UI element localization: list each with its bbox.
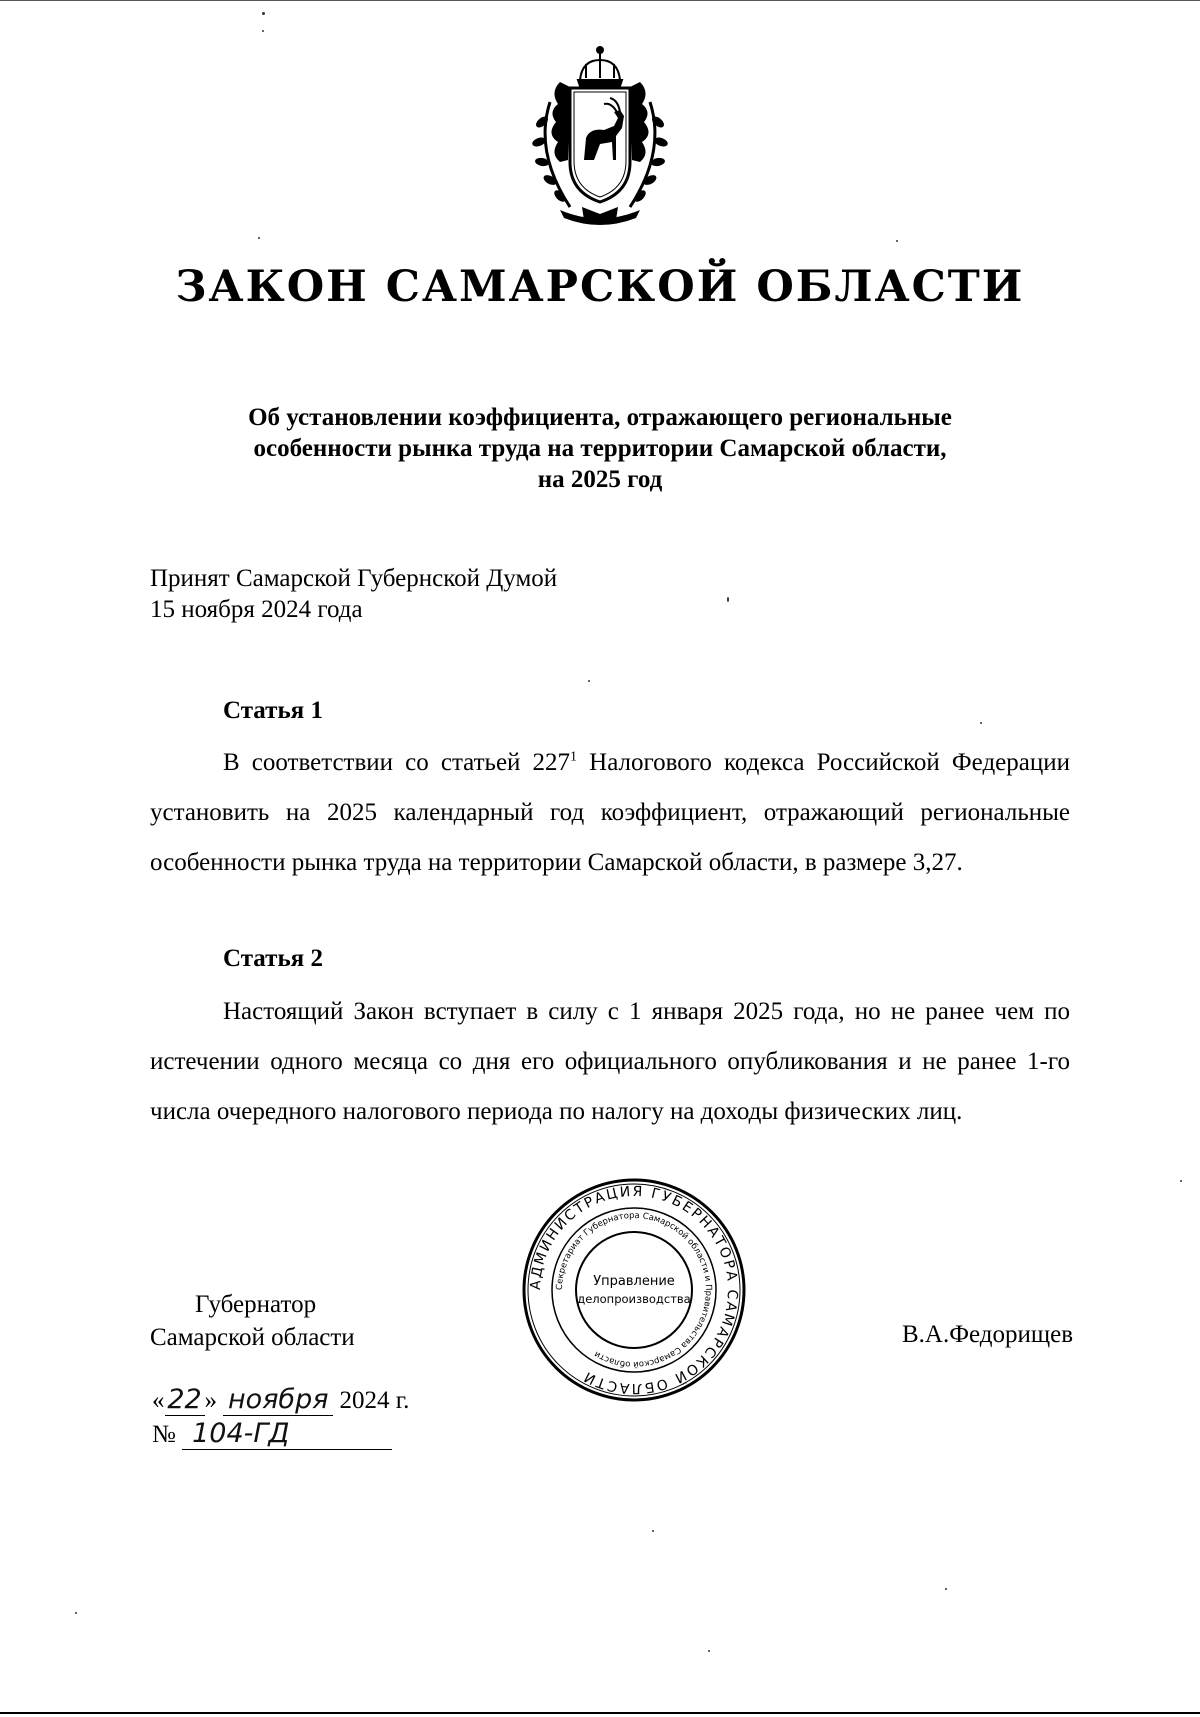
scan-speck — [262, 12, 265, 15]
date-open-quote: « — [152, 1387, 165, 1414]
date-year: 2024 г. — [339, 1387, 410, 1414]
seal-outer-text: АДМИНИСТРАЦИЯ ГУБЕРНАТОРА САМАРСКОЙ ОБЛАСТИ — [527, 1183, 741, 1397]
adoption-date: 15 ноября 2024 года — [150, 596, 363, 623]
scan-speck — [708, 1650, 710, 1652]
scan-speck — [945, 1588, 947, 1590]
date-day-handwritten: 22 — [165, 1384, 205, 1416]
scan-bottom-edge — [0, 1712, 1200, 1714]
scan-speck — [980, 722, 982, 724]
adopted-by: Принят Самарской Губернской Думой — [150, 565, 558, 592]
number-handwritten: 104-ГД — [182, 1418, 392, 1450]
scan-speck — [588, 680, 590, 682]
seal-inner-text: Секретариат Губернатора Самарской области и Правительства Самарской области — [554, 1210, 714, 1370]
law-title: ЗАКОН САМАРСКОЙ ОБЛАСТИ — [175, 262, 1025, 312]
scan-speck — [258, 237, 260, 239]
scan-speck — [75, 1612, 77, 1614]
signing-date — [152, 1384, 409, 1418]
adoption-info — [150, 563, 557, 625]
number-label: № — [152, 1421, 176, 1448]
subject-line-1: Об установлении коэффициента, отражающего региональные — [248, 404, 952, 431]
article-2-heading: Статья 2 — [223, 945, 323, 972]
governor-title-line-1: Губернатор — [195, 1291, 317, 1318]
scan-speck — [1180, 1180, 1182, 1182]
scan-speck — [652, 1530, 654, 1532]
law-subject — [190, 402, 1010, 495]
scan-speck — [727, 597, 729, 602]
governor-title-line-2: Самарской области — [150, 1324, 355, 1351]
svg-text:Секретариат Губернатора Самарс — [555, 1211, 713, 1369]
governor-title — [150, 1288, 355, 1354]
subject-line-3: на 2025 год — [537, 466, 663, 493]
article-1-heading: Статья 1 — [223, 697, 323, 724]
scan-speck — [262, 30, 264, 32]
coat-of-arms-icon — [520, 42, 680, 227]
scan-speck — [896, 240, 898, 242]
article-1-text-start: В соответствии со статьей 227 — [223, 749, 571, 776]
article-1-text-rest: Налогового кодекса Российской Федерации установить на 2025 календарный год коэффициент, отражающий региональные особенности рынка труда на территории Самарской области, в размере 3,27. — [150, 749, 1070, 876]
governor-name: В.А.Федорищев — [902, 1321, 1073, 1348]
article-2-text: Настоящий Закон вступает в силу с 1 января 2025 года, но не ранее чем по истечении одного месяца со дня его официального опубликования и не ранее 1-го числа очередного налогового периода по налогу на доходы физических лиц. — [150, 998, 1070, 1125]
seal-center-line-1: Управление — [593, 1274, 675, 1289]
article-1-text — [150, 738, 1070, 888]
scan-top-edge — [0, 0, 1200, 1]
date-month-handwritten: ноября — [223, 1384, 333, 1416]
law-number — [152, 1418, 392, 1450]
date-close-quote: » — [204, 1387, 217, 1414]
official-seal-stamp — [520, 1176, 748, 1404]
subject-line-2: особенности рынка труда на территории Самарской области, — [253, 435, 947, 462]
article-1-superscript: 1 — [570, 749, 578, 765]
seal-center-line-2: делопроизводства — [577, 1292, 691, 1306]
